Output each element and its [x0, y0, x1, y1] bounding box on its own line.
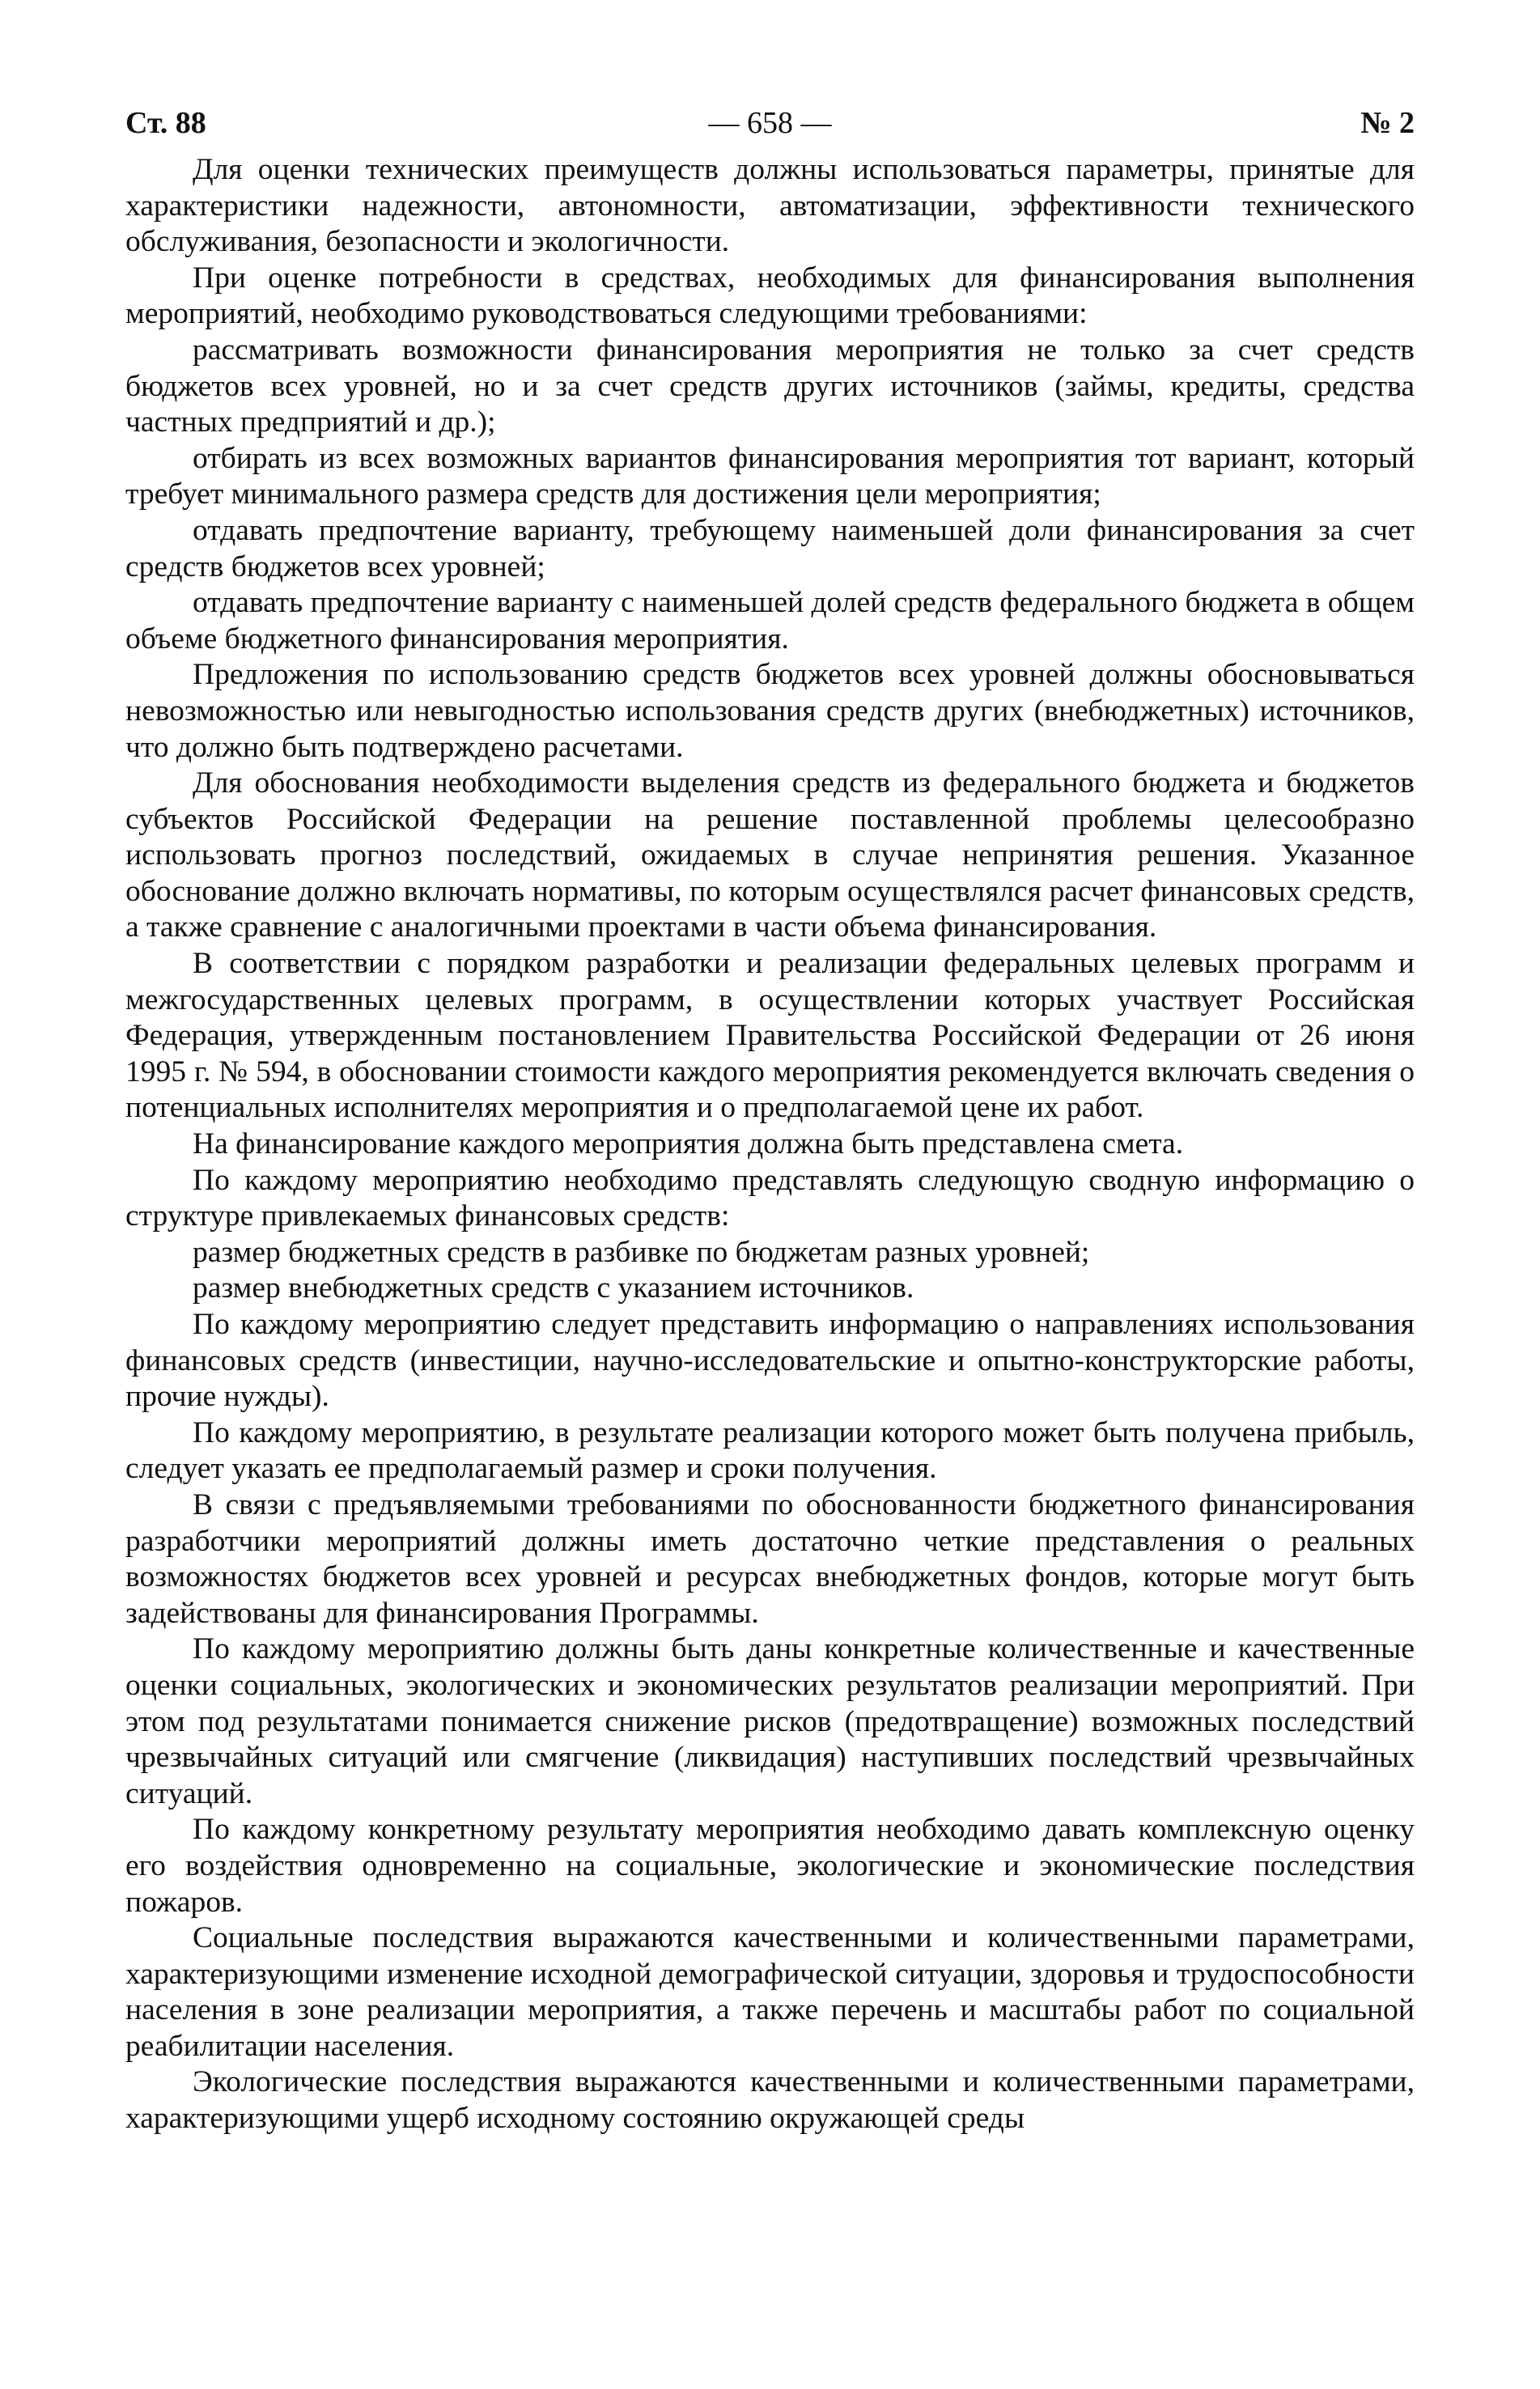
paragraph-20: Экологические последствия выражаются качественными и количественными параметрами, характеризующими ущерб исходному состоянию окружающей среды [125, 2065, 1415, 2136]
paragraph-11: По каждому мероприятию необходимо представлять следующую сводную информацию о структуре привлекаемых финансовых средств: [125, 1163, 1415, 1233]
document-page [125, 95, 1415, 2137]
paragraph-13: размер внебюджетных средств с указанием источников. [193, 1271, 914, 1305]
paragraph-14: По каждому мероприятию следует представить информацию о направлениях использования финансовых средств (инвестиции, научно-исследовательские и опытно-конструкторские работы, прочие нужды). [125, 1308, 1415, 1414]
paragraph-2: При оценке потребности в средствах, необходимых для финансирования выполнения мероприятий, необходимо руководствоваться следующими требованиями: [125, 261, 1415, 331]
paragraph-8: Для обоснования необходимости выделения средств из федерального бюджета и бюджетов субъектов Российской Федерации на решение поставленной проблемы целесообразно использовать прогноз последствий, ожидаемых в случае непринятия решения. Указанное обоснование должно включать нормативы, по которым осуществлялся расчет финансовых средств, а также сравнение с аналогичными проектами в части объема финансирования. [125, 766, 1415, 944]
paragraph-19: Социальные последствия выражаются качественными и количественными параметрами, характеризующими изменение исходной демографической ситуации, здоровья и трудоспособности населения в зоне реализации мероприятия, а также перечень и масштабы работ по социальной реабилитации населения. [125, 1921, 1415, 2063]
article-number: Ст. 88 [125, 106, 206, 140]
paragraph-18: По каждому конкретному результату мероприятия необходимо давать комплексную оценку его воздействия одновременно на социальные, экологические и экономические последствия пожаров. [125, 1813, 1415, 1919]
page-number: — 658 — [708, 106, 832, 140]
document-body [125, 152, 1415, 2137]
paragraph-17: По каждому мероприятию должны быть даны конкретные количественные и качественные оценки социальных, экологических и экономических результатов реализации мероприятий. При этом под результатами понимается снижение рисков (предотвращение) возможных последствий чрезвычайных ситуаций или смягчение (ликвидация) наступивших последствий чрезвычайных ситуаций. [125, 1632, 1415, 1810]
paragraph-10: На финансирование каждого мероприятия должна быть представлена смета. [193, 1127, 1184, 1161]
paragraph-16: В связи с предъявляемыми требованиями по обоснованности бюджетного финансирования разработчики мероприятий должны иметь достаточно четкие представления о реальных возможностях бюджетов всех уровней и ресурсах внебюджетных фондов, которые могут быть задействованы для финансирования Программы. [125, 1487, 1415, 1630]
paragraph-15: По каждому мероприятию, в результате реализации которого может быть получена прибыль, следует указать ее предполагаемый размер и сроки получения. [125, 1415, 1415, 1486]
paragraph-12: размер бюджетных средств в разбивке по бюджетам разных уровней; [193, 1235, 1090, 1269]
paragraph-7: Предложения по использованию средств бюджетов всех уровней должны обосновываться невозможностью или невыгодностью использования средств других (внебюджетных) источников, что должно быть подтверждено расчетами. [125, 658, 1415, 764]
paragraph-9: В соответствии с порядком разработки и реализации федеральных целевых программ и межгосударственных целевых программ, в осуществлении которых участвует Российская Федерация, утвержденным постановлением Правительства Российской Федерации от 26 июня 1995 г. № 594, в обосновании стоимости каждого мероприятия рекомендуется включать сведения о потенциальных исполнителях мероприятия и о предполагаемой цене их работ. [125, 947, 1415, 1125]
paragraph-5: отдавать предпочтение варианту, требующему наименьшей доли финансирования за счет средств бюджетов всех уровней; [125, 513, 1415, 583]
paragraph-1: Для оценки технических преимуществ должны использоваться параметры, принятые для характеристики надежности, автономности, автоматизации, эффективности технического обслуживания, безопасности и экологичности. [125, 153, 1415, 259]
paragraph-4: отбирать из всех возможных вариантов финансирования мероприятия тот вариант, который требует минимального размера средств для достижения цели мероприятия; [125, 441, 1415, 511]
paragraph-3: рассматривать возможности финансирования мероприятия не только за счет средств бюджетов всех уровней, но и за счет средств других источников (займы, кредиты, средства частных предприятий и др.); [125, 333, 1415, 439]
page-header [125, 95, 1415, 152]
issue-number: № 2 [1360, 106, 1415, 140]
paragraph-6: отдавать предпочтение варианту с наименьшей долей средств федерального бюджета в общем объеме бюджетного финансирования мероприятия. [125, 586, 1415, 656]
